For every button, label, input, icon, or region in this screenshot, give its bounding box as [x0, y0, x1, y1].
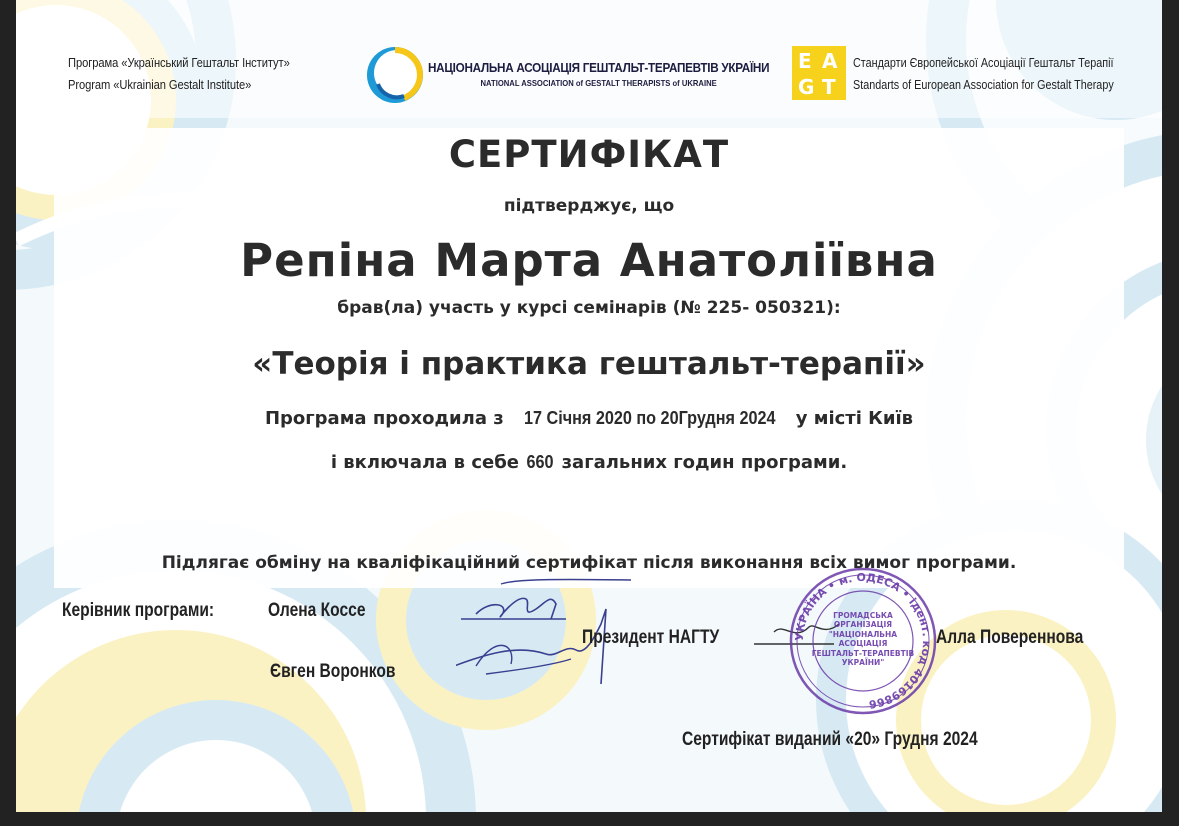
certificate-title: СЕРТИФІКАТ [448, 133, 730, 176]
program-head-label: Керівник програми: [62, 600, 215, 621]
eagt-standards-header [853, 52, 1114, 96]
svg-text:ГРОМАДСЬКА: ГРОМАДСЬКА [833, 611, 893, 620]
program-header [68, 52, 290, 96]
nagtu-name [428, 60, 807, 88]
head-name-1: Олена Коссе [268, 600, 366, 621]
program-suffix: у місті Київ [795, 408, 914, 429]
program-dates: 17 Січня 2020 по 20Грудня 2024 [523, 408, 776, 428]
hours-value: 660 [526, 452, 554, 472]
nagtu-name-en: NATIONAL ASSOCIATION of GESTALT THERAPISTS of UKRAINE [480, 78, 717, 88]
organization-seal-icon [786, 566, 940, 716]
program-dates-line [16, 408, 1162, 429]
program-name-ua: Програма «Український Гештальт Інститут» [68, 55, 290, 70]
program-prefix: Програма проходила з [264, 408, 504, 429]
head-name-2: Євген Воронков [270, 661, 396, 682]
seal-outer-text: УКРАЇНА • м. ОДЕСА • ідент. код 40169866 [792, 570, 934, 711]
nagtu-logo-icon [364, 44, 426, 106]
svg-text:"НАЦІОНАЛЬНА: "НАЦІОНАЛЬНА [828, 630, 898, 639]
course-participation-line: брав(ла) участь у курсі семінарів (№ 225- 050321): [337, 298, 841, 318]
confirms-text: підтверджує, що [503, 196, 675, 216]
recipient-name: Репіна Марта Анатоліївна [240, 234, 938, 287]
svg-text:АСОЦІАЦІЯ: АСОЦІАЦІЯ [838, 639, 888, 648]
svg-text:ГЕШТАЛЬТ-ТЕРАПЕВТІВ: ГЕШТАЛЬТ-ТЕРАПЕВТІВ [811, 649, 915, 658]
issue-date: Сертифікат виданий «20» Грудня 2024 [682, 729, 978, 750]
svg-text:ОРГАНІЗАЦІЯ: ОРГАНІЗАЦІЯ [833, 620, 893, 629]
hours-suffix: загальних годин програми. [561, 452, 848, 473]
certificate-page [16, 0, 1162, 812]
eagt-standards-ua: Стандарти Європейської Асоціації Гештальт Терапії [853, 55, 1114, 70]
program-hours-line [16, 452, 1162, 473]
svg-text:T: T [822, 75, 836, 99]
hours-prefix: і включала в себе [330, 452, 519, 473]
exchange-note: Підлягає обміну на кваліфікаційний сертифікат після виконання всіх вимог програми. [161, 553, 1017, 573]
program-name-en: Program «Ukrainian Gestalt Institute» [68, 77, 252, 92]
president-label: Президент НАГТУ [582, 627, 720, 648]
svg-text:УКРАЇНИ": УКРАЇНИ" [841, 658, 885, 667]
svg-text:E: E [798, 49, 812, 73]
svg-text:A: A [822, 49, 838, 73]
president-name: Алла Повереннова [936, 627, 1084, 648]
eagt-logo-icon [792, 46, 846, 100]
nagtu-name-ua: НАЦІОНАЛЬНА АСОЦІАЦІЯ ГЕШТАЛЬТ-ТЕРАПЕВТІВ УКРАЇНИ [428, 60, 770, 75]
eagt-standards-en: Standarts of European Association for Gestalt Therapy [853, 77, 1114, 92]
svg-text:G: G [798, 75, 815, 99]
course-title: «Теорія і практика гештальт-терапії» [252, 346, 926, 382]
